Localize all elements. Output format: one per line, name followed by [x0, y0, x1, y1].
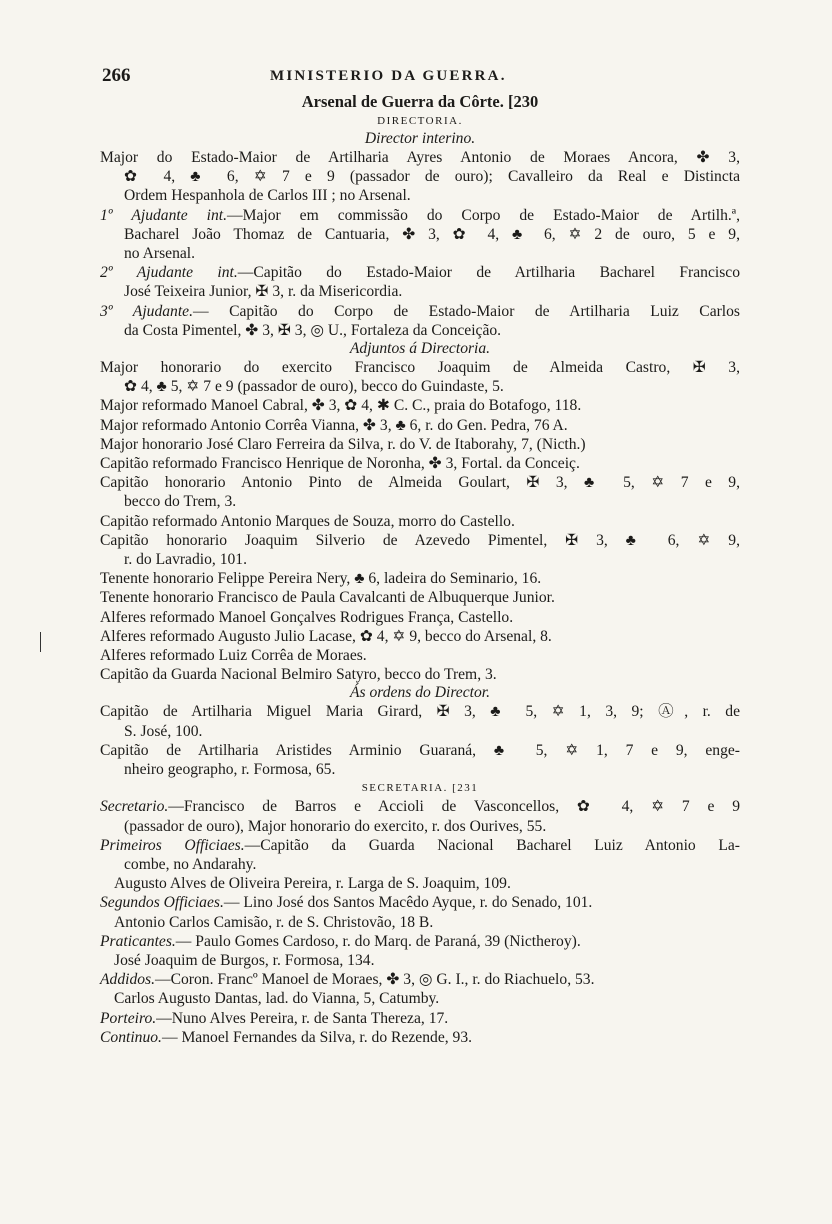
entry-text: —Francisco de Barros e Accioli de Vasconcellos, ✿ 4, ✡ 7 e 9: [168, 798, 740, 816]
entry: [100, 665, 740, 684]
entry-line: [100, 741, 740, 760]
entry: [100, 702, 740, 740]
entry: [100, 836, 740, 874]
entry-line: [100, 855, 740, 874]
entry-line: [114, 989, 740, 1008]
entry-text: Capitão da Guarda Nacional Belmiro Satyro, becco do Trem, 3.: [100, 666, 497, 684]
entry: [100, 588, 740, 607]
entry: [100, 473, 740, 511]
entry-line: [100, 148, 740, 167]
entry-line: [100, 932, 740, 951]
entry-text: Major honorario José Claro Ferreira da Silva, r. do V. de Itaborahy, 7, (Nicth.): [100, 435, 586, 453]
entry: [100, 932, 740, 951]
entry-text: no Arsenal.: [124, 245, 196, 263]
entry-text: Major do Estado-Maior de Artilharia Ayres Antonio de Moraes Ancora, ✤ 3,: [100, 149, 740, 166]
entry-label: 1º Ajudante int.: [100, 206, 227, 224]
entry-text: José Joaquim de Burgos, r. Formosa, 134.: [114, 951, 375, 969]
entry-line: [100, 282, 740, 301]
entry-text: Tenente honorario Francisco de Paula Cavalcanti de Albuquerque Junior.: [100, 589, 555, 607]
entry-text: Augusto Alves de Oliveira Pereira, r. Larga de S. Joaquim, 109.: [114, 875, 511, 893]
entry-line: [100, 321, 740, 340]
entry-line: [100, 817, 740, 836]
entry: [100, 608, 740, 627]
entry-text: —Capitão do Estado-Maior de Artilharia Bacharel Francisco: [237, 264, 740, 282]
entry-text: Alferes reformado Augusto Julio Lacase, ✿ 4, ✡ 9, becco do Arsenal, 8.: [100, 627, 552, 645]
heading-director-interino: Director interino.: [364, 130, 476, 147]
entry-line: [100, 836, 740, 855]
entry-text: — Lino José dos Santos Macêdo Ayque, r. do Senado, 101.: [223, 894, 593, 912]
entry-line: [114, 951, 740, 970]
entry-text: —Major em commissão do Corpo de Estado-Maior de Artilh.ª,: [226, 206, 740, 224]
entry-text: nheiro geographo, r. Formosa, 65.: [124, 761, 336, 779]
as-ordens-entries: [100, 702, 740, 779]
entry-line: [100, 492, 740, 511]
entry-label: Primeiros Officiaes.: [100, 836, 245, 854]
entry-text: Capitão honorario Antonio Pinto de Almeida Goulart, ✠ 3, ♣ 5, ✡ 7 e 9,: [100, 474, 740, 492]
entry-line: [100, 722, 740, 741]
entry-text: Ordem Hespanhola de Carlos III ; no Arsenal.: [124, 187, 411, 205]
page-number: 266: [102, 65, 131, 86]
entry: [100, 358, 740, 396]
entry-label: Praticantes.: [100, 932, 176, 950]
entry-line: [100, 608, 740, 627]
entry-text: Capitão reformado Antonio Marques de Souza, morro do Castello.: [100, 512, 515, 530]
entry-text: — Capitão do Corpo de Estado-Maior de Artilharia Luiz Carlos: [193, 302, 741, 320]
entry-line: [100, 358, 740, 377]
entry-label: Addidos.: [100, 971, 156, 989]
entry-line: [100, 569, 740, 588]
entry-line: [100, 396, 740, 415]
entry-line: [100, 435, 740, 454]
entry-line: [100, 473, 740, 492]
entry-text: Carlos Augusto Dantas, lad. do Vianna, 5, Catumby.: [114, 990, 440, 1008]
entry-text: da Costa Pimentel, ✤ 3, ✠ 3, ◎ U., Fortaleza da Conceição.: [124, 321, 502, 339]
entry: [100, 951, 740, 970]
entry-line: [100, 627, 740, 646]
entry-text: (passador de ouro), Major honorario do exercito, r. dos Ourives, 55.: [124, 817, 547, 835]
running-title: MINISTERIO DA GUERRA.: [270, 68, 507, 84]
entry-line: [100, 797, 740, 816]
entry-line: [100, 970, 740, 989]
entry: [100, 627, 740, 646]
adjuntos-entries: [100, 358, 740, 684]
entry-text: ✿ 4, ♣ 5, ✡ 7 e 9 (passador de ouro), becco do Guindaste, 5.: [124, 378, 504, 396]
entry-text: Capitão honorario Joaquim Silverio de Azevedo Pimentel, ✠ 3, ♣ 6, ✡ 9,: [100, 531, 740, 549]
entry-text: Capitão de Artilharia Miguel Maria Girard, ✠ 3, ♣ 5, ✡ 1, 3, 9; Ⓐ, r. de: [100, 703, 740, 721]
entry-line: [114, 874, 740, 893]
entry-line: [100, 186, 740, 205]
heading-secretaria: SECRETARIA. [231: [361, 782, 479, 795]
entry: [100, 148, 740, 206]
entry: [100, 989, 740, 1008]
entry-text: —Nuno Alves Pereira, r. de Santa Thereza, 17.: [156, 1009, 449, 1027]
entry-line: [100, 1009, 740, 1028]
heading-adjuntos: Adjuntos á Directoria.: [349, 340, 491, 358]
margin-mark: [40, 632, 41, 652]
entry: [100, 797, 740, 835]
entry-line: [100, 244, 740, 263]
entry: [100, 512, 740, 531]
entry: [100, 206, 740, 264]
entry-line: [100, 302, 740, 321]
entry: [100, 874, 740, 893]
directoria-entries: [100, 148, 740, 340]
document-page: [100, 66, 740, 1047]
entry-text: Tenente honorario Felippe Pereira Nery, ♣ 6, ladeira do Seminario, 16.: [100, 570, 542, 588]
entry: [100, 646, 740, 665]
entry-line: [100, 1028, 740, 1047]
entry-line: [100, 167, 740, 186]
entry-line: [100, 760, 740, 779]
entry-text: — Manoel Fernandes da Silva, r. do Rezende, 93.: [161, 1028, 473, 1046]
entry-label: Continuo.: [100, 1028, 162, 1046]
entry-label: 3º Ajudante.: [100, 302, 194, 320]
entry: [100, 741, 740, 779]
secretaria-entries: [100, 797, 740, 1047]
entry: [100, 913, 740, 932]
entry-label: Segundos Officiaes.: [100, 894, 224, 912]
entry-text: Major reformado Manoel Cabral, ✤ 3, ✿ 4, ✱ C. C., praia do Botafogo, 118.: [100, 397, 582, 415]
entry: [100, 302, 740, 340]
entry-line: [100, 646, 740, 665]
entry-line: [100, 454, 740, 473]
entry-text: Major honorario do exercito Francisco Joaquim de Almeida Castro, ✠ 3,: [100, 359, 740, 377]
entry-text: Bacharel João Thomaz de Cantuaria, ✤ 3, ✿ 4, ♣ 6, ✡ 2 de ouro, 5 e 9,: [124, 225, 740, 243]
entry: [100, 893, 740, 912]
entry-line: [100, 588, 740, 607]
entry-text: combe, no Andarahy.: [124, 855, 257, 873]
entry-text: S. José, 100.: [124, 722, 203, 740]
entry-text: Capitão de Artilharia Aristides Arminio Guaraná, ♣ 5, ✡ 1, 7 e 9, enge-: [100, 741, 740, 759]
entry-line: [100, 665, 740, 684]
entry-line: [100, 263, 740, 282]
heading-as-ordens: Ás ordens do Director.: [349, 684, 491, 702]
entry: [100, 454, 740, 473]
entry: [100, 1028, 740, 1047]
entry-text: ✿ 4, ♣ 6, ✡ 7 e 9 (passador de ouro); Cavalleiro da Real e Distincta: [124, 168, 740, 186]
entry-line: [100, 512, 740, 531]
running-header: [100, 66, 740, 88]
entry: [100, 970, 740, 989]
entry-text: Major reformado Antonio Corrêa Vianna, ✤ 3, ♣ 6, r. do Gen. Pedra, 76 A.: [100, 416, 568, 434]
section-title: Arsenal de Guerra da Côrte. [230: [301, 92, 539, 111]
entry-line: [100, 893, 740, 912]
entry: [100, 435, 740, 454]
entry-label: 2º Ajudante int.: [100, 264, 238, 282]
entry: [100, 396, 740, 415]
entry-text: Capitão reformado Francisco Henrique de Noronha, ✤ 3, Fortal. da Conceiç.: [100, 455, 580, 473]
entry-line: [100, 550, 740, 569]
entry-text: —Capitão da Guarda Nacional Bacharel Luiz Antonio La-: [244, 836, 740, 854]
entry: [100, 569, 740, 588]
entry-line: [100, 377, 740, 396]
entry-line: [100, 225, 740, 244]
entry-label: Porteiro.: [100, 1009, 157, 1027]
entry-line: [114, 913, 740, 932]
entry-text: Alferes reformado Luiz Corrêa de Moraes.: [100, 647, 367, 665]
entry-text: becco do Trem, 3.: [124, 493, 237, 511]
entry-text: Antonio Carlos Camisão, r. de S. Christovão, 18 B.: [114, 913, 434, 931]
entry: [100, 416, 740, 435]
entry-label: Secretario.: [100, 798, 169, 816]
entry-text: Alferes reformado Manoel Gonçalves Rodrigues França, Castello.: [100, 608, 514, 626]
entry-text: José Teixeira Junior, ✠ 3, r. da Misericordia.: [124, 283, 403, 301]
entry-text: —Coron. Francº Manoel de Moraes, ✤ 3, ◎ G. I., r. do Riachuelo, 53.: [155, 971, 595, 989]
entry-text: r. do Lavradio, 101.: [124, 551, 247, 569]
entry-line: [100, 206, 740, 225]
entry: [100, 531, 740, 569]
entry: [100, 1009, 740, 1028]
entry-text: — Paulo Gomes Cardoso, r. do Marq. de Paraná, 39 (Nictheroy).: [175, 932, 581, 950]
entry-line: [100, 416, 740, 435]
entry-line: [100, 531, 740, 550]
heading-directoria: DIRECTORIA.: [377, 115, 463, 127]
entry: [100, 263, 740, 301]
entry-line: [100, 702, 740, 721]
